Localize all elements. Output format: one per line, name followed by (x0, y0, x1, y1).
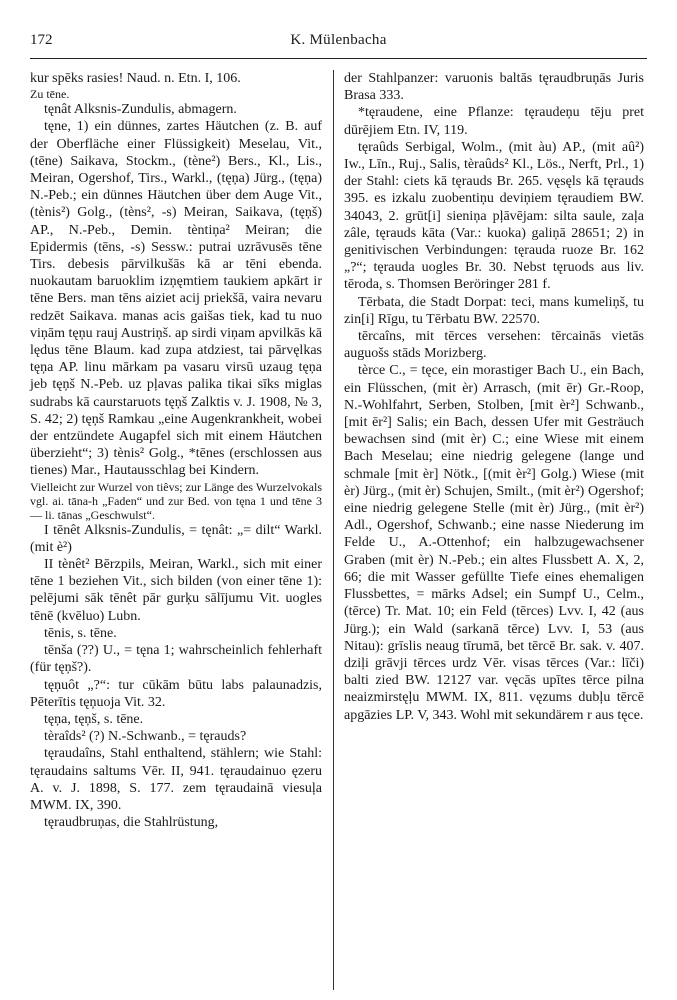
dictionary-paragraph: II tènêt² Bērzpils, Meiran, Warkl., sich mit einer tēne 1 beziehen Vit., sich bilden (von einer tēne 1): pelējumi sāk tēnêt pār gurķu sālījumu Vit. uogles tēnē (kvēluo) Lubn. (30, 557, 322, 624)
right-column (344, 70, 644, 990)
dictionary-paragraph: der Stahlpanzer: varuonis baltās tęraudbruņās Juris Brasa 333. (344, 71, 644, 104)
dictionary-paragraph: tęne, 1) ein dünnes, zartes Häutchen (z. B. auf der Oberfläche einer Flüssigkeit) Meselau, Vit., (tēne) Saikava, Stockm., (tène²) Bers., Kl., Lis., Meiran, Ogershof, Tirs., Warkl., (tęņa) Jürg., (tęņa) N.-Peb.; ein dünnes Häutchen über dem Auge Vit., (tènis²) Golg., (tèns², -s) Meiran, Saikava, (tęņš) AP., N.-Peb., Demin. tèntiņa² Meiran; die Epidermis (tēns, -s) Sessw.: putrai uzrāvusēs tēne Tirs. debesis pārvilkušās kā ar tēni ebenda. nuokautam baruoklim izņęmtiem taukiem apkārt ir tēne Bers. man tēns aiziet acij priekšā, vaira nevaru redzēt Saikava. manas acis gaišas tiek, kad tu nuo viņām tęņu rauj Austriņš. ap sirdi viņam apvilkās kā lędus tēne Blaum. kad zupa atdziest, tai pārvęlkas tęņa AP. linu mārkam pa vasaru virsū uzaug tęņa jeb tęņš N.-Peb. uz pļavas palika tikai sīks miglas sudrabs kā caurstaruots tęņš Zalktis v. J. 1908, № 3, S. 42; 2) tęņš Ramkau „eine Augenkrankheit, wobei der entzündete Augapfel sich mit einem Häutchen überzieht“; 3) tènis² Golg., *tēnes (erschlossen aus tienes) Mar., Hautausschlag bei Kindern. (30, 119, 323, 479)
running-title: K. Mülenbacha (290, 32, 387, 48)
dictionary-paragraph: tèrce C., = tęce, ein morastiger Bach U., ein Bach, ein Flüsschen, (mit èr) Arrasch, (mit ēr) Gr.-Roop, N.-Wohlfahrt, Serben, Stolben, [mit èr²] Schwanb., [mit ēr²] Salis; ein Bach, dessen Ufer mit Gesträuch bewachsen sind (mit èr) C.; eine Wiese mit einem Bach Meselau; eine niedrig gelegene (lange und schmale [mit èr] Nötk., [(mit èr²] Golg.) Wiese (mit èr) Jürg., (mit èr) Schujen, Smilt., (mit èr²) Ogershof; eine niedrig gelegene Stelle (mit èr) Jürg., (mit èr²) Adl., Ogershof, Schwanb.; eine nasse Niederung im Felde U., A.-Ottenhof; ein halbzugewachsener Graben (mit èr) N.-Peb.; ein altes Flussbett A. X, 2, 66; die mit Wasser gefüllte Tiefe eines ehemaligen Flussbettes, = mārks Adsel; ein Sumpf U., Celm., (tērce) Tr. Mat. 10; ein Feld (tērces) Lvv. I, 42 (aus Jürg.); ein Wald (sarkanā tērce) Lvv. I, 53 (aus Nitau): grīslis neaug tīrumā, bet tērcē Br. sak. v. 407. dziļi grāvji tērces urdz Vēr. visas tērces (Var.: līči) balti zied BW. 12127 var. vęcās upītes tērce pilna neaizmirstęļu MWM. IX, 811. vęzums dubļu tērcē apgāzies LP. V, 343. Wohl mit sekundärem r aus tęce. (344, 363, 644, 723)
dictionary-paragraph: Tērbata, die Stadt Dorpat: teci, mans kumeliņš, tu zin[i] Rīgu, tu Tērbatu BW. 22570. (344, 294, 644, 327)
dictionary-paragraph: tērcaîns, mit tērces versehen: tērcainās vietās auguošs stāds Morizberg. (344, 329, 644, 362)
dictionary-paragraph: I tēnêt Alksnis-Zundulis, = tęnât: „= dilt“ Warkl. (mit è²) (30, 522, 322, 555)
page-header (30, 28, 647, 59)
dictionary-paragraph: tēnis, s. tēne. (44, 625, 117, 641)
dictionary-paragraph: tęraudaîns, Stahl enthaltend, stählern; wie Stahl: tęraudains saltums Vēr. II, 941. tęraudainuo ęzeru A. v. J. 1898, S. 177. zem tęraudainā viesuļa MWM. IX, 390. (30, 746, 322, 813)
dictionary-paragraph: tēnša (??) U., = tęna 1; wahrscheinlich fehlerhaft (für tęņš?). (30, 643, 322, 676)
dictionary-paragraph: Zu tēne. (30, 87, 70, 102)
left-column (30, 70, 322, 990)
dictionary-paragraph: *tęraudene, eine Pflanze: tęraudeņu tēju pret dūrējiem Etn. IV, 119. (344, 105, 644, 138)
dictionary-paragraph: tęraudbruņas, die Stahlrüstung, (44, 815, 219, 831)
dictionary-paragraph: tęņuôt „?“: tur cūkām būtu labs palaunadzis, Pēterītis tęņuoja Vit. 32. (30, 677, 322, 710)
page-number: 172 (30, 32, 53, 48)
column-divider (333, 70, 334, 990)
dictionary-paragraph: tęņa, tęņš, s. tēne. (44, 711, 144, 727)
dictionary-paragraph: Vielleicht zur Wurzel von tiêvs; zur Länge des Wurzelvokals vgl. ai. tāna-h „Faden“ und zur Bed. von tęna 1 und tēne 3 — li. tānas „Geschwulst“. (30, 479, 322, 522)
dictionary-paragraph: tęraûds Serbigal, Wolm., (mit àu) AP., (mit aû²) Iw., Līn., Ruj., Salis, tèraûds² Kl., Lös., Nerft, Prl., 1) der Stahl: ciets kā tęrauds Br. 265. vęsęls kā tęrauds 395. es izkalu zuobentiņu deviņiem tęraudiem BW. 34043, 2. grūt[i] sieniņa pļāvējam: silta saule, zaļa zâle, tęrauds kāta (Var.: kuoka) galiņā 28651; 2) in genitivischen Verbindungen: tęrauda ruoze Br. 162 „?“; tęrauda uogles Br. 30. Nebst tęruods aus liv. tēroda, s. Thomsen Beröringer 281 f. (344, 139, 644, 293)
dictionary-paragraph: tęnât Alksnis-Zundulis, abmagern. (44, 102, 237, 118)
dictionary-paragraph: tèraîds² (?) N.-Schwanb., = tęrauds? (44, 729, 247, 745)
dictionary-paragraph: kur spēks rasies! Naud. n. Etn. I, 106. (30, 71, 241, 86)
